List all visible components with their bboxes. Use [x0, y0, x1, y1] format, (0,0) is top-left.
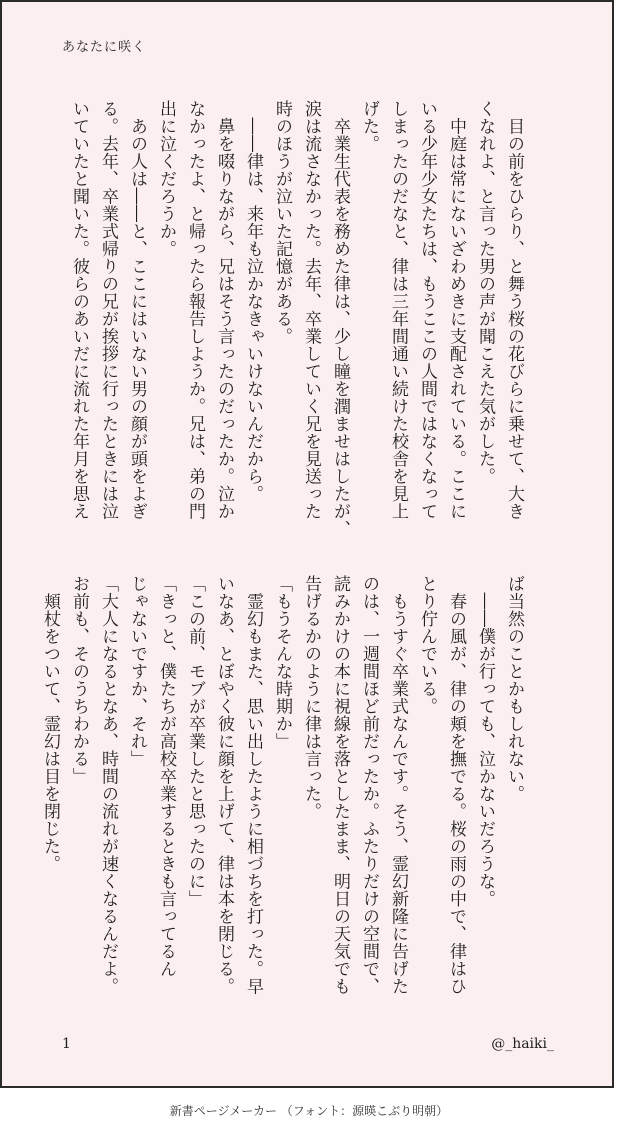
- author-handle: @_haiki_: [491, 1036, 554, 1052]
- chapter-title: あなたに咲く: [62, 40, 147, 55]
- text-line: お前も、そのうちわかる」: [69, 575, 89, 785]
- text-line: 「大人になるとなあ、時間の流れが速くなるんだよ。: [98, 575, 118, 995]
- text-line: 「きっと、僕たちが高校卒業するときも言ってるん: [156, 575, 176, 978]
- text-line: 目の前をひらり、と舞う桜の花びらに乗せて、大き: [504, 100, 524, 520]
- text-line: いなあ、とぼやく彼に顔を上げて、律は本を閉じる。: [214, 575, 234, 995]
- text-line: 卒業生代表を務めた律は、少し瞳を潤ませはしたが、: [330, 100, 350, 538]
- text-line: 告げるかのように律は言った。: [301, 575, 321, 820]
- text-block-lower: [35, 575, 528, 1005]
- text-line: 涙は流さなかった。去年、卒業していく兄を見送った: [301, 100, 321, 520]
- text-line: 読みかけの本に視線を落としたまま、明日の天気でも: [330, 575, 350, 995]
- text-line: 出に泣くだろうか。: [156, 100, 176, 258]
- text-line: 鼻を啜りながら、兄はそう言ったのだったか。泣か: [214, 100, 234, 520]
- text-line: 春の風が、律の頬を撫でる。桜の雨の中で、律はひ: [446, 575, 466, 995]
- text-line: げた。: [359, 100, 379, 153]
- page-number: 1: [62, 1036, 71, 1052]
- generator-credit: 新書ページメーカー （フォント：源暎こぶり明朝）: [169, 1104, 449, 1118]
- text-line: とり佇んでいる。: [417, 575, 437, 715]
- text-line: なかったよ、と帰ったら報告しようか。兄は、弟の門: [185, 100, 205, 520]
- text-line: ――律は、来年も泣かなきゃいけないんだから。: [243, 100, 263, 503]
- text-line: あの人は――と、ここにはいない男の顔が頭をよぎ: [127, 100, 147, 520]
- text-line: ――僕が行っても、泣かないだろうな。: [475, 575, 495, 908]
- text-line: しまったのだなと、律は三年間通い続けた校舎を見上: [388, 100, 408, 520]
- text-line: 「この前、モブが卒業したと思ったのに」: [185, 575, 205, 908]
- text-line: る。去年、卒業式帰りの兄が挨拶に行ったときには泣: [98, 100, 118, 520]
- text-line: じゃないですか、それ」: [127, 575, 147, 768]
- text-line: のは、一週間ほど前だったか。ふたりだけの空間で、: [359, 575, 379, 995]
- text-line: 霊幻もまた、思い出したように相づちを打った。早: [243, 575, 263, 995]
- text-line: 時のほうが泣いた記憶がある。: [272, 100, 292, 345]
- text-line: いる少年少女たちは、もうここの人間ではなくなって: [417, 100, 437, 520]
- text-line: くなれよ、と言った男の声が聞こえた気がした。: [475, 100, 495, 485]
- text-line: もうすぐ卒業式なんです。そう、霊幻新隆に告げた: [388, 575, 408, 995]
- text-block-upper: [64, 100, 528, 538]
- text-line: ば当然のことかもしれない。: [504, 575, 524, 803]
- text-line: 「もうそんな時期か」: [272, 575, 292, 750]
- text-line: 頬杖をついて、霊幻は目を閉じた。: [40, 575, 60, 873]
- text-line: いていたと聞いた。彼らのあいだに流れた年月を思え: [69, 100, 89, 520]
- text-line: 中庭は常にないざわめきに支配されている。ここに: [446, 100, 466, 520]
